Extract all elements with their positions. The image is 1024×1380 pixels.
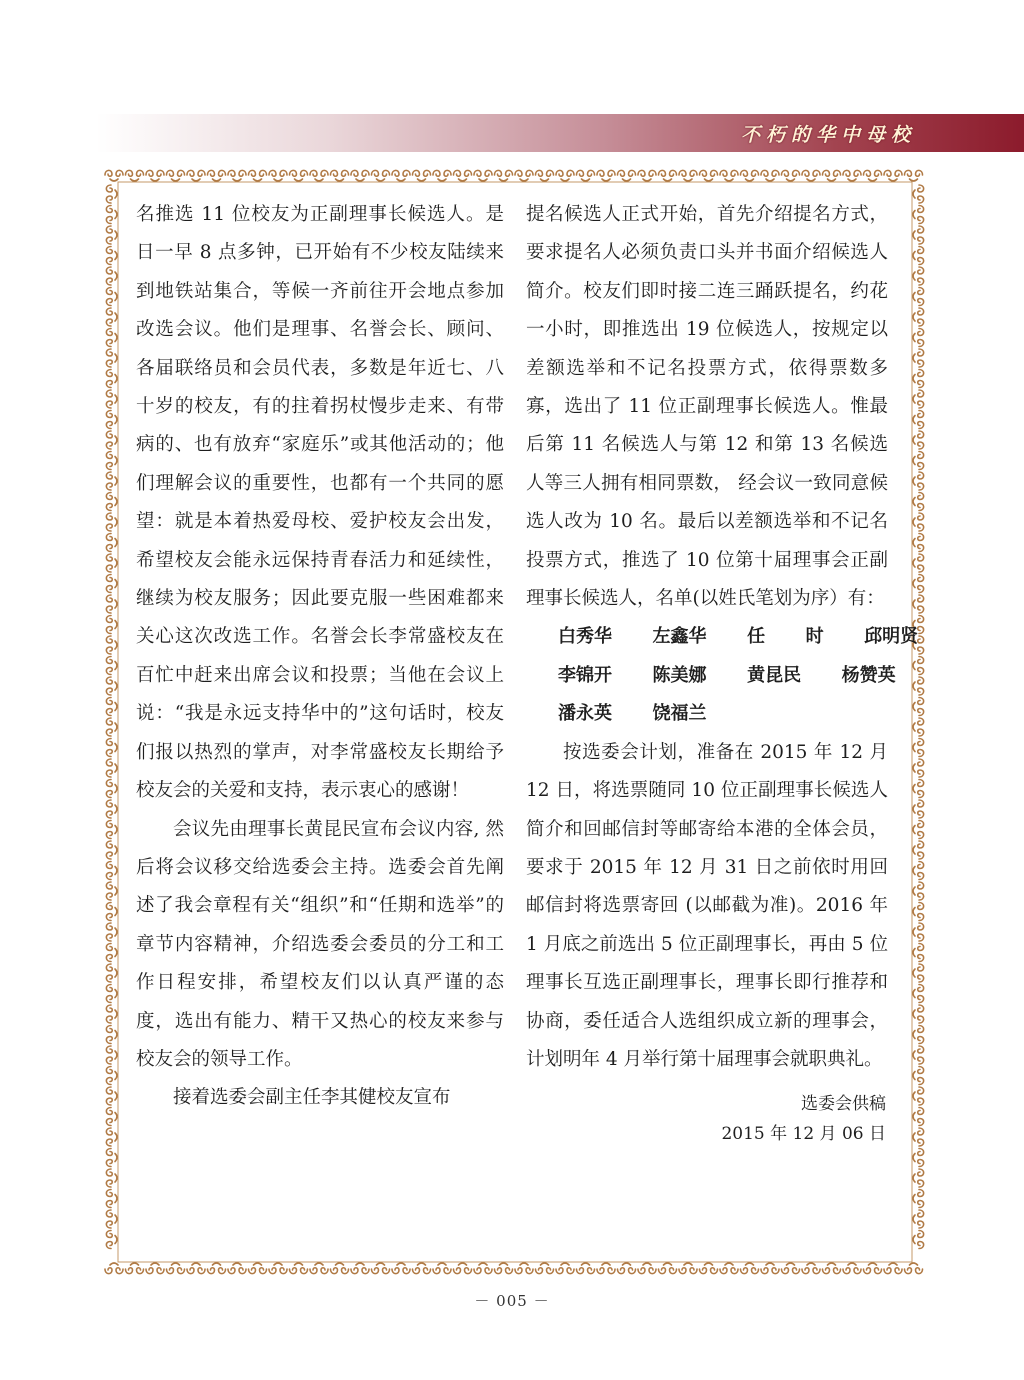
border-scroll-icon: [720, 170, 738, 181]
border-scroll-icon: [913, 1169, 924, 1187]
border-scroll-icon: [106, 534, 117, 552]
border-scroll-icon: [913, 267, 924, 285]
left-paragraph-1: 名推选 11 位校友为正副理事长候选人。是日一早 8 点多钟，已开始有不少校友陆续来到地铁站集合，等候一齐前往开会地点参加改选会议。他们是理事、名誉会长、顾问、各届联络员和会员代表，多数是年近七、八十岁的校友，有的拄着拐杖慢步走来、有带病的、也有放弃“家庭乐”或其他活动的；他们理解会议的重要性，也都有一个共同的愿望：就是本着热爱母校、爱护校友会出发，希望校友会能永远保持青春活力和延续性，继续为校友服务；因此要克服一些困难都来关心这次改选工作。名誉会长李常盛校友在百忙中赶来出席会议和投票；当他在会议上说：“我是永远支持华中的”这句话时，校友们报以热烈的掌声，对李常盛校友长期给予校友会的关爱和支持，表示衷心的感谢！: [136, 204, 504, 802]
border-scroll-icon: [106, 1087, 117, 1105]
border-scroll-icon: [413, 1263, 431, 1274]
border-scroll-icon: [913, 759, 924, 777]
border-scroll-icon: [474, 170, 492, 181]
border-scroll-icon: [515, 1263, 533, 1274]
border-scroll-icon: [913, 1231, 924, 1249]
border-scroll-icon: [106, 1067, 117, 1085]
border-scroll-icon: [556, 1263, 574, 1274]
border-scroll-icon: [700, 170, 718, 181]
border-scroll-icon: [269, 1263, 287, 1274]
border-scroll-icon: [823, 1263, 841, 1274]
border-scroll-icon: [106, 1231, 117, 1249]
border-scroll-icon: [495, 170, 513, 181]
border-scroll-icon: [106, 411, 117, 429]
page-number: － 005 －: [474, 1292, 550, 1310]
border-scroll-icon: [106, 247, 117, 265]
border-scroll-icon: [106, 698, 117, 716]
border-scroll-icon: [913, 452, 924, 470]
border-scroll-icon: [913, 1128, 924, 1146]
border-scroll-icon: [106, 472, 117, 490]
signature: 选委会供稿: [801, 1094, 886, 1115]
border-scroll-icon: [106, 616, 117, 634]
border-scroll-icon: [913, 1108, 924, 1126]
border-scroll-icon: [913, 1026, 924, 1044]
border-scroll-icon: [761, 1263, 779, 1274]
border-scroll-icon: [913, 985, 924, 1003]
border-scroll-icon: [106, 1026, 117, 1044]
border-scroll-icon: [106, 1149, 117, 1167]
border-scroll-icon: [106, 493, 117, 511]
border-scroll-icon: [249, 170, 267, 181]
border-scroll-icon: [372, 1263, 390, 1274]
border-scroll-icon: [106, 862, 117, 880]
border-scroll-icon: [913, 1190, 924, 1208]
border-scroll-icon: [884, 1263, 902, 1274]
border-scroll-icon: [310, 1263, 328, 1274]
border-scroll-icon: [106, 841, 117, 859]
running-header-title: 不朽的华中母校: [740, 124, 916, 146]
border-scroll-icon: [106, 329, 117, 347]
border-scroll-icon: [167, 1263, 185, 1274]
border-scroll-icon: [106, 1128, 117, 1146]
border-scroll-icon: [106, 800, 117, 818]
border-scroll-icon: [269, 170, 287, 181]
border-scroll-icon: [843, 1263, 861, 1274]
border-scroll-icon: [905, 1263, 923, 1274]
border-scroll-icon: [474, 1263, 492, 1274]
border-scroll-icon: [106, 513, 117, 531]
border-scroll-icon: [864, 1263, 882, 1274]
border-scroll-icon: [913, 1005, 924, 1023]
border-scroll-icon: [913, 431, 924, 449]
border-scroll-icon: [913, 698, 924, 716]
border-scroll-icon: [106, 595, 117, 613]
border-scroll-icon: [913, 739, 924, 757]
border-scroll-icon: [913, 308, 924, 326]
border-scroll-icon: [536, 1263, 554, 1274]
border-scroll-icon: [106, 185, 117, 203]
border-scroll-icon: [913, 821, 924, 839]
border-scroll-icon: [187, 1263, 205, 1274]
border-scroll-icon: [290, 170, 308, 181]
border-scroll-icon: [913, 944, 924, 962]
candidate-row: 白秀华 左鑫华 任 时 邱明贤: [558, 626, 919, 648]
border-scroll-icon: [126, 1263, 144, 1274]
border-scroll-icon: [433, 1263, 451, 1274]
border-scroll-icon: [700, 1263, 718, 1274]
right-paragraph-2: 按选委会计划，准备在 2015 年 12 月 12 日，将选票随同 10 位正副理事长候选人简介和回邮信封等邮寄给本港的全体会员，要求于 2015 年 12 月 31 日之前依时用回邮信封将选票寄回 (以邮截为准)。2016 年 1 月底之前选出 5 位正副理事长，再由 5 位理事长互选正副理事长，理事长即行推荐和协商，委任适合人选组织成立新的理事会，计划明年 4 月举行第十届理事会就职典礼。: [526, 741, 888, 1070]
border-scroll-icon: [864, 170, 882, 181]
border-scroll-icon: [106, 349, 117, 367]
border-scroll-icon: [106, 657, 117, 675]
border-scroll-icon: [913, 677, 924, 695]
border-scroll-icon: [659, 170, 677, 181]
border-scroll-icon: [208, 170, 226, 181]
border-scroll-icon: [638, 170, 656, 181]
border-scroll-icon: [802, 1263, 820, 1274]
border-scroll-icon: [413, 170, 431, 181]
border-scroll-icon: [913, 513, 924, 531]
signature-date: 2015 年 12 月 06 日: [721, 1124, 886, 1145]
left-column: [136, 196, 504, 1118]
border-scroll-icon: [454, 170, 472, 181]
border-scroll-icon: [331, 1263, 349, 1274]
border-scroll-icon: [106, 636, 117, 654]
border-scroll-icon: [106, 739, 117, 757]
border-scroll-icon: [106, 308, 117, 326]
border-scroll-icon: [106, 1046, 117, 1064]
border-scroll-icon: [884, 170, 902, 181]
border-scroll-icon: [106, 882, 117, 900]
border-scroll-icon: [106, 226, 117, 244]
border-scroll-icon: [454, 1263, 472, 1274]
border-scroll-icon: [105, 1263, 123, 1274]
left-paragraph-3: 接着选委会副主任李其健校友宣布: [173, 1087, 451, 1109]
border-scroll-icon: [913, 1046, 924, 1064]
border-scroll-icon: [290, 1263, 308, 1274]
border-scroll-icon: [823, 170, 841, 181]
border-scroll-icon: [106, 677, 117, 695]
border-scroll-icon: [351, 170, 369, 181]
border-scroll-icon: [638, 1263, 656, 1274]
border-scroll-icon: [392, 1263, 410, 1274]
border-scroll-icon: [913, 882, 924, 900]
border-scroll-icon: [208, 1263, 226, 1274]
border-scroll-icon: [106, 1108, 117, 1126]
border-scroll-icon: [105, 170, 123, 181]
border-scroll-icon: [187, 170, 205, 181]
border-scroll-icon: [679, 170, 697, 181]
border-scroll-icon: [106, 288, 117, 306]
border-scroll-icon: [167, 170, 185, 181]
border-scroll-icon: [106, 575, 117, 593]
border-scroll-icon: [618, 170, 636, 181]
border-scroll-icon: [913, 554, 924, 572]
border-scroll-icon: [433, 170, 451, 181]
border-scroll-icon: [536, 170, 554, 181]
right-column: [526, 196, 919, 1149]
border-scroll-icon: [720, 1263, 738, 1274]
border-scroll-icon: [802, 170, 820, 181]
border-scroll-icon: [106, 780, 117, 798]
border-scroll-icon: [106, 206, 117, 224]
border-scroll-icon: [913, 718, 924, 736]
border-scroll-icon: [106, 1210, 117, 1228]
border-scroll-icon: [913, 493, 924, 511]
border-scroll-icon: [577, 1263, 595, 1274]
border-scroll-icon: [913, 534, 924, 552]
border-scroll-icon: [106, 1169, 117, 1187]
border-scroll-icon: [913, 800, 924, 818]
right-paragraph-1: 提名候选人正式开始，首先介绍提名方式，要求提名人必须负责口头并书面介绍候选人简介。校友们即时接二连三踊跃提名，约花一小时，即推选出 19 位候选人，按规定以差额选举和不记名投票方式，依得票数多寡，选出了 11 位正副理事长候选人。惟最后第 11 名候选人与第 12 和第 13 名候选人等三人拥有相同票数， 经会议一致同意候选人改为 10 名。最后以差额选举和不记名投票方式，推选了 10 位第十届理事会正副理事长候选人，名单(以姓氏笔划为序）有：: [526, 204, 888, 610]
border-scroll-icon: [106, 718, 117, 736]
border-scroll-icon: [782, 170, 800, 181]
border-scroll-icon: [597, 170, 615, 181]
border-scroll-icon: [106, 431, 117, 449]
border-scroll-icon: [106, 1190, 117, 1208]
border-scroll-icon: [106, 964, 117, 982]
border-scroll-icon: [495, 1263, 513, 1274]
border-scroll-icon: [351, 1263, 369, 1274]
border-scroll-icon: [913, 923, 924, 941]
border-scroll-icon: [331, 170, 349, 181]
border-scroll-icon: [556, 170, 574, 181]
border-scroll-icon: [106, 985, 117, 1003]
border-scroll-icon: [679, 1263, 697, 1274]
border-scroll-icon: [913, 780, 924, 798]
border-scroll-icon: [249, 1263, 267, 1274]
border-scroll-icon: [913, 575, 924, 593]
border-scroll-icon: [392, 170, 410, 181]
border-scroll-icon: [913, 349, 924, 367]
left-paragraph-2: 会议先由理事长黄昆民宣布会议内容, 然后将会议移交给选委会主持。选委会首先阐述了我会章程有关“组织”和“任期和选举”的章节内容精神，介绍选委会委员的分工和工作日程安排，希望校友们以认真严谨的态度，选出有能力、精干又热心的校友来参与校友会的领导工作。: [136, 818, 504, 1070]
border-scroll-icon: [106, 944, 117, 962]
border-scroll-icon: [913, 329, 924, 347]
border-scroll-icon: [146, 170, 164, 181]
border-scroll-icon: [146, 1263, 164, 1274]
border-scroll-icon: [913, 206, 924, 224]
border-scroll-icon: [106, 452, 117, 470]
border-scroll-icon: [913, 288, 924, 306]
border-scroll-icon: [106, 370, 117, 388]
border-scroll-icon: [106, 554, 117, 572]
border-scroll-icon: [577, 170, 595, 181]
border-scroll-icon: [913, 964, 924, 982]
border-scroll-icon: [106, 267, 117, 285]
border-scroll-icon: [597, 1263, 615, 1274]
border-scroll-icon: [106, 903, 117, 921]
border-scroll-icon: [106, 1005, 117, 1023]
border-scroll-icon: [913, 862, 924, 880]
border-scroll-icon: [618, 1263, 636, 1274]
border-scroll-icon: [905, 170, 923, 181]
border-scroll-icon: [913, 1067, 924, 1085]
border-scroll-icon: [106, 923, 117, 941]
border-scroll-icon: [228, 1263, 246, 1274]
border-scroll-icon: [659, 1263, 677, 1274]
border-scroll-icon: [913, 370, 924, 388]
border-scroll-icon: [106, 821, 117, 839]
candidate-row: 李锦开 陈美娜 黄昆民 杨赞英: [558, 664, 896, 686]
border-scroll-icon: [913, 472, 924, 490]
border-scroll-icon: [913, 390, 924, 408]
border-scroll-icon: [913, 903, 924, 921]
border-scroll-icon: [228, 170, 246, 181]
border-scroll-icon: [913, 226, 924, 244]
border-scroll-icon: [310, 170, 328, 181]
candidate-row: 潘永英 饶福兰: [558, 703, 707, 725]
border-scroll-icon: [741, 170, 759, 181]
border-scroll-icon: [913, 595, 924, 613]
border-scroll-icon: [106, 390, 117, 408]
border-scroll-icon: [782, 1263, 800, 1274]
border-scroll-icon: [913, 411, 924, 429]
border-scroll-icon: [515, 170, 533, 181]
border-scroll-icon: [741, 1263, 759, 1274]
border-scroll-icon: [913, 1210, 924, 1228]
border-scroll-icon: [913, 247, 924, 265]
border-scroll-icon: [913, 1087, 924, 1105]
border-scroll-icon: [761, 170, 779, 181]
border-scroll-icon: [843, 170, 861, 181]
border-scroll-icon: [913, 841, 924, 859]
border-scroll-icon: [913, 1149, 924, 1167]
border-scroll-icon: [372, 170, 390, 181]
border-scroll-icon: [913, 185, 924, 203]
border-scroll-icon: [106, 759, 117, 777]
border-scroll-icon: [126, 170, 144, 181]
border-scroll-icon: [913, 657, 924, 675]
